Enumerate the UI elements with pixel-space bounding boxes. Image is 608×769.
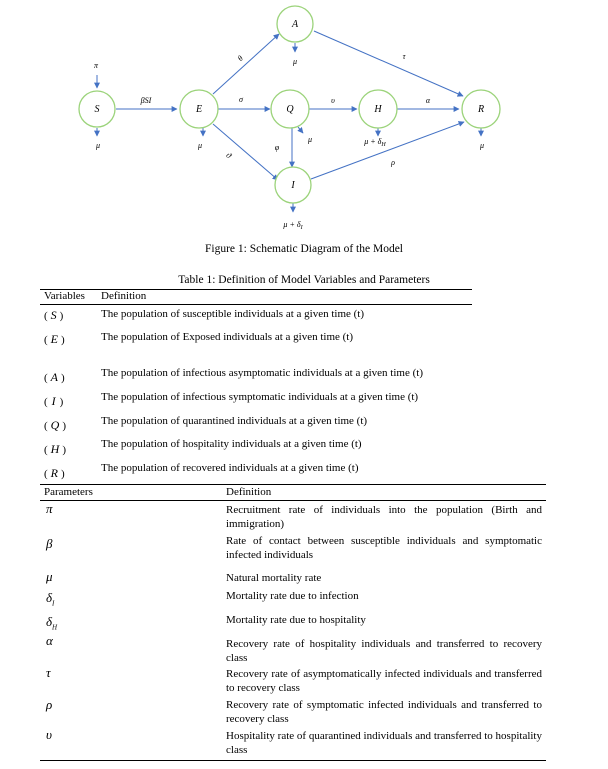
variable-definition: The population of recovered individuals at a given time (t) [101,462,359,474]
label-mu-E: μ [197,141,203,150]
parameter-symbol: π [46,501,53,516]
parameter-symbol: β [46,536,53,551]
variable-definition: The population of quarantined individuals at a given time (t) [101,415,368,427]
label-mu-Q: μ [307,135,313,144]
variable-symbol: ( A ) [44,370,65,384]
parameter-definition: Recovery rate of asymptomatically infected individuals and transferred to recovery class [226,668,542,694]
label-theta: θ [235,53,245,63]
variable-symbol: ( I ) [44,394,64,408]
parameter-definition: Mortality rate due to hospitality [226,614,366,626]
table-rule [40,500,546,501]
parameter-symbol: $\delta_H$ [46,614,58,632]
variable-symbol: ( R ) [44,466,65,480]
label-rho: ρ [391,158,395,167]
variable-symbol: ( S ) [44,308,64,322]
label-mu-delta-I: $\mu + \delta_I$ [283,220,303,231]
table-caption: Table 1: Definition of Model Variables and Parameters [178,274,430,286]
variable-symbol: ( E ) [44,332,65,346]
node-label-A: A [291,19,299,30]
variable-definition: The population of Exposed individuals at a given time (t) [101,331,354,343]
parameter-definition: Natural mortality rate [226,572,322,584]
node-label-R: R [477,104,485,115]
parameter-symbol: α [46,633,53,648]
parameter-definition: Mortality rate due to infection [226,590,359,602]
table-rule [40,484,546,485]
parameters-header: Parameters [44,486,93,498]
compartment-diagram [0,0,608,240]
parameter-definition: Recruitment rate of individuals into the population (Birth and immigration) [226,504,542,530]
arrow-E-to-I [213,124,278,180]
label-alpha: α [425,96,431,105]
table-rule [40,760,546,761]
parameter-definition: Hospitality rate of quarantined individuals and transferred to hospitality class [226,730,542,756]
label-varphi: φ [274,143,280,152]
parameter-symbol: ρ [46,697,53,712]
variable-symbol: ( Q ) [44,418,67,432]
table-rule [40,304,472,305]
arrow-I-to-R [311,122,464,179]
variables-header: Variables [44,290,85,302]
variable-symbol: ( H ) [44,442,67,456]
label-pi: π [93,61,99,70]
node-label-Q: Q [286,104,294,115]
label-vartheta: ϑ [224,150,234,161]
parameter-definition: Rate of contact between susceptible individuals and symptomatic infected individuals [226,535,542,561]
variable-definition: The population of infectious asymptomatic individuals at a given time (t) [101,367,423,379]
variables-definition-header: Definition [101,290,147,302]
node-label-E: E [195,104,203,115]
label-tau: τ [402,52,406,61]
label-mu-delta-H: $\mu + \delta_H$ [364,137,386,148]
parameters-definition-header: Definition [226,486,272,498]
arrow-Q-death [298,127,303,133]
variable-definition: The population of infectious symptomatic individuals at a given time (t) [101,391,419,403]
parameter-symbol: τ [46,665,51,680]
node-label-H: H [374,104,382,115]
node-label-S: S [94,104,100,115]
variable-definition: The population of hospitality individuals at a given time (t) [101,438,362,450]
parameter-definition: Recovery rate of hospitality individuals and transferred to recovery class [226,638,542,664]
arrow-E-to-A [213,34,279,94]
figure-caption: Figure 1: Schematic Diagram of the Model [204,243,403,255]
parameter-symbol: $\delta_I$ [46,590,55,608]
parameter-symbol: μ [46,569,53,584]
label-sigma: σ [239,95,243,104]
label-mu-R: μ [479,141,485,150]
parameter-symbol: υ [46,727,52,742]
label-mu-A: μ [292,57,298,66]
node-label-I: I [291,180,295,191]
label-mu-S: μ [95,141,101,150]
label-beta-SI: βSI [140,96,152,105]
variable-definition: The population of susceptible individuals at a given time (t) [101,308,365,320]
arrow-A-to-R [314,31,463,96]
label-upsilon: υ [331,96,335,105]
parameter-definition: Recovery rate of symptomatic infected individuals and transferred to recovery class [226,699,542,725]
